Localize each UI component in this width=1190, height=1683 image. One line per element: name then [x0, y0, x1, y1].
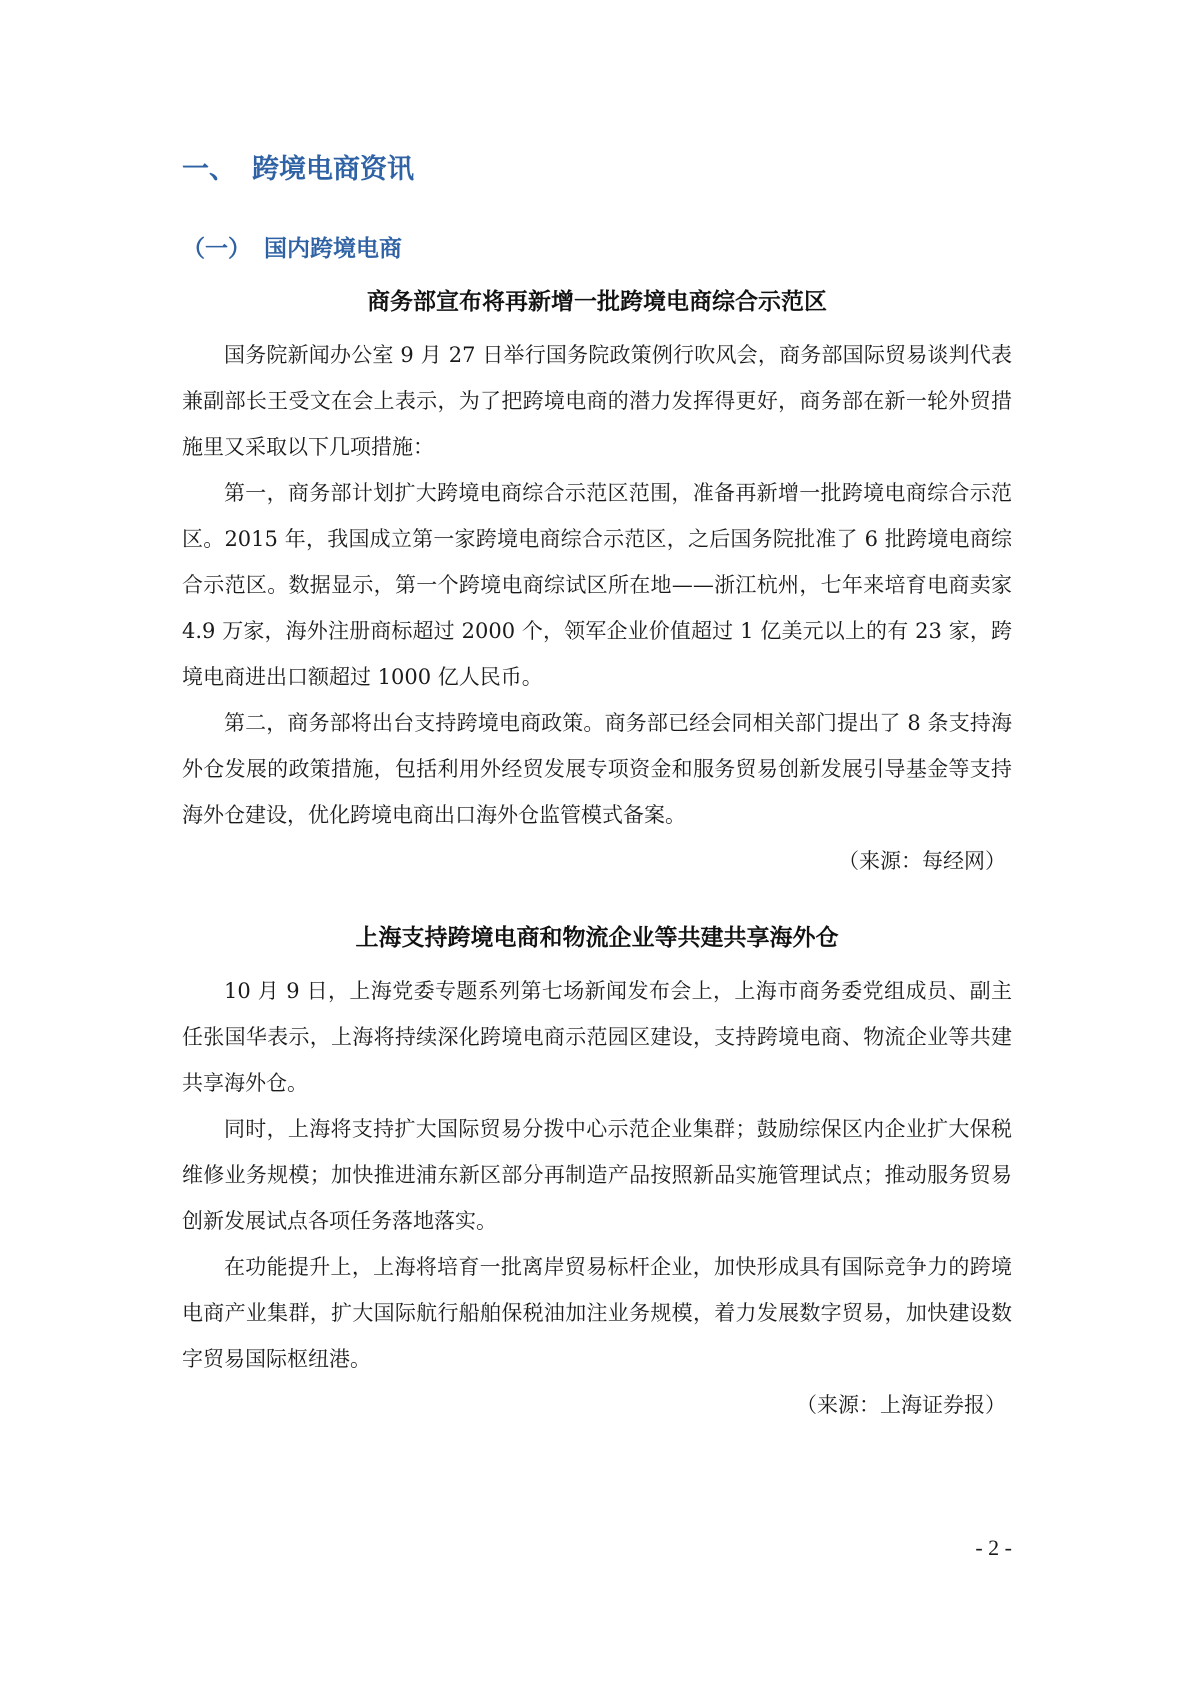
- article-paragraph: 第一，商务部计划扩大跨境电商综合示范区范围，准备再新增一批跨境电商综合示范区。2015 年，我国成立第一家跨境电商综合示范区，之后国务院批准了 6 批跨境电商综合示范区。数据显示，第一个跨境电商综试区所在地——浙江杭州，七年来培育电商卖家 4.9 万家，海外注册商标超过 2000 个，领军企业价值超过 1 亿美元以上的有 23 家，跨境电商进出口额超过 1000 亿人民币。: [182, 481, 1012, 689]
- article-paragraph: 同时，上海将支持扩大国际贸易分拨中心示范企业集群；鼓励综保区内企业扩大保税维修业务规模；加快推进浦东新区部分再制造产品按照新品实施管理试点；推动服务贸易创新发展试点各项任务落地落实。: [182, 1117, 1012, 1233]
- section-heading: [182, 150, 1012, 190]
- article: [182, 284, 1012, 884]
- subsection-title: 国内跨境电商: [264, 236, 402, 262]
- page-number: - 2 -: [975, 1535, 1012, 1560]
- article-paragraph: 10 月 9 日，上海党委专题系列第七场新闻发布会上，上海市商务委党组成员、副主任张国华表示，上海将持续深化跨境电商示范园区建设，支持跨境电商、物流企业等共建共享海外仓。: [182, 979, 1012, 1095]
- article-source: （来源：上海证券报）: [796, 1393, 1006, 1417]
- article-paragraph: 国务院新闻办公室 9 月 27 日举行国务院政策例行吹风会，商务部国际贸易谈判代表兼副部长王受文在会上表示，为了把跨境电商的潜力发挥得更好，商务部在新一轮外贸措施里又采取以下几项措施：: [182, 343, 1012, 459]
- article-title: 上海支持跨境电商和物流企业等共建共享海外仓: [355, 925, 839, 951]
- article-source: （来源：每经网）: [838, 849, 1006, 873]
- section-title: 跨境电商资讯: [252, 154, 414, 185]
- article-paragraph: 在功能提升上，上海将培育一批离岸贸易标杆企业，加快形成具有国际竞争力的跨境电商产业集群，扩大国际航行船舶保税油加注业务规模，着力发展数字贸易，加快建设数字贸易国际枢纽港。: [182, 1255, 1012, 1371]
- article-paragraph: 第二，商务部将出台支持跨境电商政策。商务部已经会同相关部门提出了 8 条支持海外仓发展的政策措施，包括利用外经贸发展专项资金和服务贸易创新发展引导基金等支持海外仓建设，优化跨境电商出口海外仓监管模式备案。: [182, 711, 1012, 827]
- section-number: 一、: [182, 154, 236, 185]
- subsection-heading: [182, 232, 1012, 266]
- article-title: 商务部宣布将再新增一批跨境电商综合示范区: [367, 289, 827, 315]
- article: [182, 920, 1012, 1428]
- document-body: [182, 150, 1012, 1428]
- subsection-number: （一）: [182, 236, 251, 262]
